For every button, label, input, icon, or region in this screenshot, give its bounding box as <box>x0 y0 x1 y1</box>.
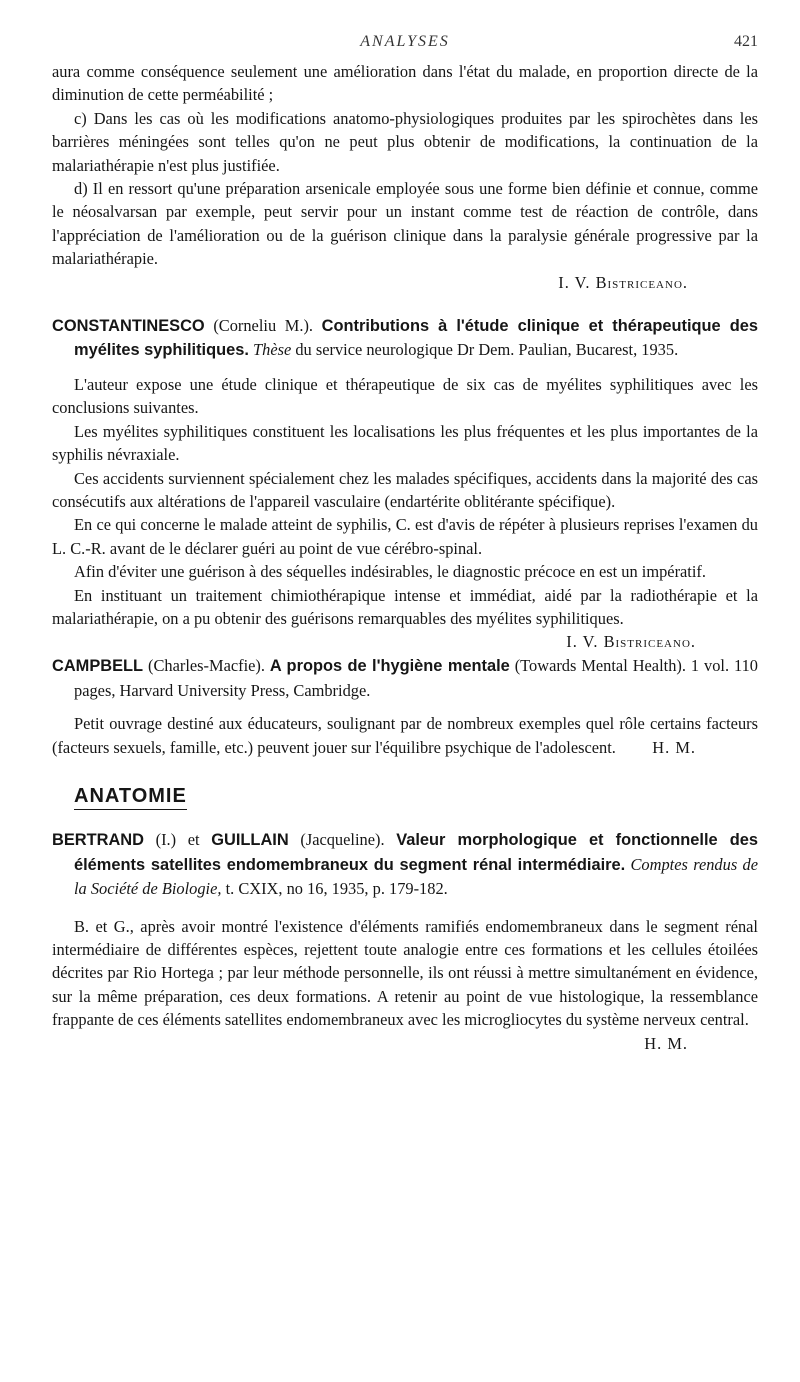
entry-author-given: (I.) et <box>143 830 212 850</box>
review-paragraph-text: Petit ouvrage destiné aux éducateurs, soulignant par de nombreux exemples quel rôle certains facteurs (facteurs sexuels, famille, etc.) peuvent jouer sur l'équilibre psychique de l'adolescent. <box>52 714 758 757</box>
review-paragraph: L'auteur expose une étude clinique et thérapeutique de six cas de myélites syphilitiques avec les conclusions suivantes. <box>52 374 758 418</box>
entry-title: A propos de l'hygiène mentale <box>269 657 510 676</box>
intro-paragraph: d) Il en ressort qu'une préparation arsenicale employée sous une forme bien définie et connue, comme le néosalvarsan par exemple, peut servir pour un instant comme test de réaction de contrôle, dans l'appréciation de l'amélioration ou de la guérison clinique dans la paralysie générale progressive par la malariathérapie. <box>52 179 758 269</box>
review-paragraph: En ce qui concerne le malade atteint de syphilis, C. est d'avis de répéter à plusieurs reprises l'examen du L. C.-R. avant de le déclarer guéri au point de vue cérébro-spinal. <box>52 515 758 558</box>
entry-author-given: (Charles-Macfie). <box>143 656 270 676</box>
reviewer-signature: H. M. <box>644 1033 688 1053</box>
intro-paragraph: aura comme conséquence seulement une amélioration dans l'état du malade, en proportion directe de la diminution de cette perméabilité ; <box>52 62 758 105</box>
review-entry-header <box>52 314 758 363</box>
entry-source: (Towards Mental Health). 1 vol. 110 pages, Harvard University Press, Cambridge. <box>74 656 758 700</box>
entry-author-given: (Corneliu M.). <box>204 316 322 336</box>
review-paragraph: B. et G., après avoir montré l'existence d'éléments ramifiés endomembraneux dans le segment rénal intermédiaire de différentes espèces, rejettent toute analogie entre ces formations et les cellules étoilées décrites par Rio Hortega ; par leur méthode personnelle, ils ont réussi à mettre simultanément en évidence, sur la même préparation, ces deux formations. A retenir au point de vue histologique, la ressemblance frappante de ces éléments satellites endomembraneux avec les microgliocytes du système nerveux central. <box>52 916 758 1030</box>
entry-author: CAMPBELL <box>52 657 144 676</box>
review-paragraph-last <box>52 584 758 652</box>
review-paragraph-last <box>52 712 758 759</box>
entry-title: Valeur morphologique et fonctionnelle des éléments satellites endomembraneux du segment rénal intermédiaire. <box>74 831 758 874</box>
entry-source: t. CXIX, no 16, 1935, p. 179-182. <box>221 879 448 899</box>
review-paragraph-text: En instituant un traitement chimiothérapique intense et immédiat, aidé par la radiothérapie et la malariathérapie, on a pu obtenir des guérisons remarquables des myélites syphilitiques. <box>52 585 758 628</box>
reviewer-signature: I. V. Bistriceano. <box>566 632 696 652</box>
section-title: ANATOMIE <box>74 785 187 810</box>
document-page <box>52 30 758 1055</box>
entry-source: du service neurologique Dr Dem. Paulian, Bucarest, 1935. <box>291 340 679 360</box>
review-paragraph: Les myélites syphilitiques constituent les localisations les plus fréquentes et les plus importantes de la syphilis névraxiale. <box>52 421 758 465</box>
review-entry-header <box>52 654 758 702</box>
review-paragraph: Afin d'éviter une guérison à des séquelles indésirables, le diagnostic précoce en est un impératif. <box>74 562 706 582</box>
page-number: 421 <box>734 33 758 50</box>
entry-author-2-given: (Jacqueline). <box>288 830 397 850</box>
entry-source-italic: Comptes rendus de la Société de Biologie, <box>74 854 758 899</box>
entry-title: Contributions à l'étude clinique et thérapeutique des myélites syphilitiques. <box>74 317 758 360</box>
intro-paragraph: c) Dans les cas où les modifications anatomo-physiologiques produites par les spirochètes dans les barrières méningées sont telles qu'on ne peut plus obtenir de modifications, la continuation de la malariathérapie n'est plus justifiée. <box>52 108 758 175</box>
running-title: ANALYSES <box>360 33 450 50</box>
reviewer-signature: I. V. Bistriceano. <box>558 272 688 292</box>
entry-source-italic: Thèse <box>253 340 292 360</box>
review-paragraph: Ces accidents surviennent spécialement chez les malades spécifiques, accidents dans la majorité des cas consécutifs aux altérations de l'appareil vasculaire (endartérite oblitérante spécifique). <box>52 468 758 511</box>
entry-author-2: GUILLAIN <box>211 831 289 850</box>
reviewer-signature: H. M. <box>652 737 696 757</box>
entry-author: CONSTANTINESCO <box>52 317 205 336</box>
review-entry-header <box>52 828 758 900</box>
running-header <box>52 30 758 60</box>
entry-author: BERTRAND <box>52 831 144 850</box>
